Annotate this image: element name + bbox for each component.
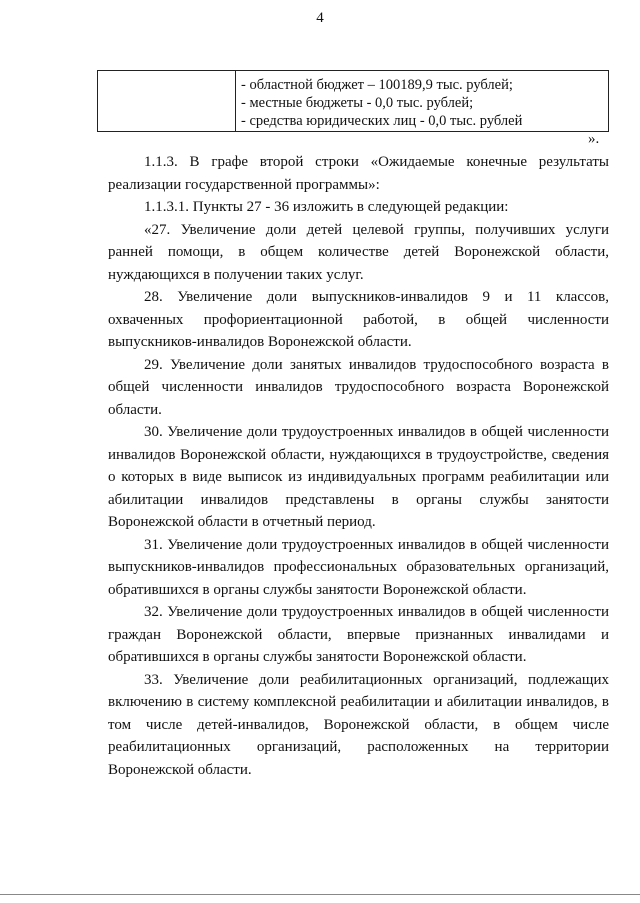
paragraph-item-32: 32. Увеличение доли трудоустроенных инвалидов в общей численности граждан Воронежской области, впервые признанных инвалидами и обратившихся в органы службы занятости Воронежской области. — [108, 604, 609, 665]
document-body — [108, 151, 609, 781]
budget-table — [97, 70, 609, 132]
paragraph-1-1-3: 1.1.3. В графе второй строки «Ожидаемые конечные результаты реализации государственной программы»: — [108, 154, 609, 193]
paragraph-item-29: 29. Увеличение доли занятых инвалидов трудоспособного возраста в общей численности инвалидов трудоспособного возраста Воронежской области. — [108, 356, 609, 418]
page-number: 4 — [316, 10, 324, 26]
budget-line-regional: - областной бюджет – 100189,9 тыс. рублей; — [241, 77, 513, 93]
paragraph-item-27: «27. Увеличение доли детей целевой группы, получивших услуги ранней помощи, в общем количестве детей Воронежской области, нуждающихся в получении таких услуг. — [108, 221, 609, 283]
paragraph-item-33: 33. Увеличение доли реабилитационных организаций, подлежащих включению в систему комплексной реабилитации и абилитации инвалидов, в том числе детей-инвалидов, Воронежской области, в общем числе реабилитационных организаций, расположенных на территории Воронежской области. — [108, 671, 609, 778]
bottom-divider — [0, 894, 640, 895]
paragraph-item-30: 30. Увеличение доли трудоустроенных инвалидов в общей численности инвалидов Воронежской области, нуждающихся в трудоустройстве, сведения о которых в виде выписок из индивидуальных программ реабилитации или абилитации инвалидов представлены в органы службы занятости Воронежской области в отчетный период. — [108, 424, 609, 530]
table-right-cell — [236, 71, 608, 131]
paragraph-item-31: 31. Увеличение доли трудоустроенных инвалидов в общей численности выпускников-инвалидов профессиональных образовательных организаций, обратившихся в органы службы занятости Воронежской области. — [108, 536, 609, 598]
paragraph-1-1-3-1: 1.1.3.1. Пункты 27 - 36 изложить в следующей редакции: — [144, 199, 509, 215]
paragraph-item-28: 28. Увеличение доли выпускников-инвалидов 9 и 11 классов, охваченных профориентационной работой, в общей численности выпускников-инвалидов Воронежской области. — [108, 289, 609, 350]
table-left-cell — [98, 71, 236, 131]
budget-line-legal-entities: - средства юридических лиц - 0,0 тыс. рублей — [241, 113, 523, 129]
closing-quote: ». — [588, 131, 600, 147]
budget-line-local: - местные бюджеты - 0,0 тыс. рублей; — [241, 95, 474, 111]
